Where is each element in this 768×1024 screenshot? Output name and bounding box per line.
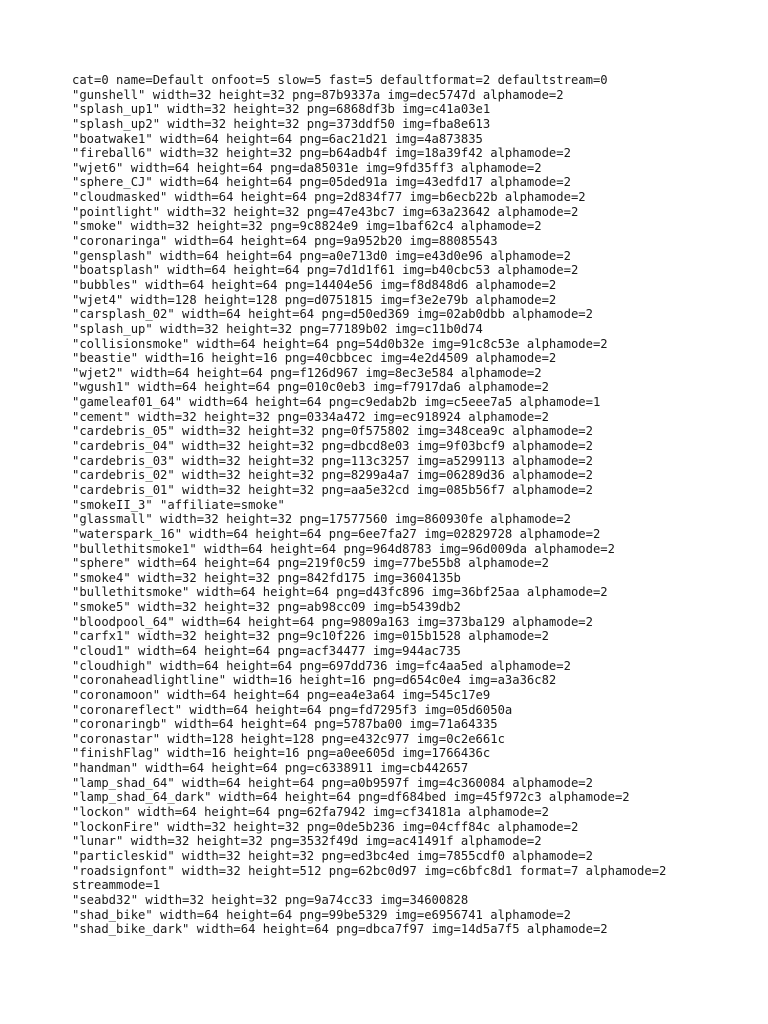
text-line: "cardebris_05" width=32 height=32 png=0f575802 img=348cea9c alphamode=2: [72, 424, 593, 439]
text-line: cat=0 name=Default onfoot=5 slow=5 fast=5 defaultformat=2 defaultstream=0: [72, 73, 608, 87]
text-line: "particleskid" width=32 height=32 png=ed3bc4ed img=7855cdf0 alphamode=2: [72, 848, 593, 863]
text-line: "bubbles" width=64 height=64 png=14404e56 img=f8d848d6 alphamode=2: [72, 277, 557, 292]
text-line: "coronaheadlightline" width=16 height=16 png=d654c0e4 img=a3a36c82: [72, 673, 557, 688]
text-line: "boatsplash" width=64 height=64 png=7d1d1f61 img=b40cbc53 alphamode=2: [72, 263, 579, 278]
text-line: "collisionsmoke" width=64 height=64 png=54d0b32e img=91c8c53e alphamode=2: [72, 336, 608, 351]
text-line: "fireball6" width=32 height=32 png=b64adb4f img=18a39f42 alphamode=2: [72, 146, 571, 161]
text-line: "boatwake1" width=64 height=64 png=6ac21d21 img=4a873835: [72, 131, 483, 146]
text-line: "cloud1" width=64 height=64 png=acf34477 img=944ac735: [72, 643, 461, 658]
text-line: "cardebris_01" width=32 height=32 png=aa5e32cd img=085b56f7 alphamode=2: [72, 482, 593, 497]
text-line: "finishFlag" width=16 height=16 png=a0ee605d img=1766436c: [72, 746, 491, 761]
text-line: "lockonFire" width=32 height=32 png=0de5b236 img=04cff84c alphamode=2: [72, 819, 579, 834]
text-line: "wjet6" width=64 height=64 png=da85031e img=9fd35ff3 alphamode=2: [72, 160, 542, 175]
text-line: "sphere" width=64 height=64 png=219f0c59 img=77be55b8 alphamode=2: [72, 556, 549, 571]
text-line: "lamp_shad_64" width=64 height=64 png=a0b9597f img=4c360084 alphamode=2: [72, 775, 593, 790]
text-line: "shad_bike_dark" width=64 height=64 png=dbca7f97 img=14d5a7f5 alphamode=2: [72, 922, 608, 937]
text-line: "beastie" width=16 height=16 png=40cbbcec img=4e2d4509 alphamode=2: [72, 351, 557, 366]
text-line: "seabd32" width=32 height=32 png=9a74cc33 img=34600828: [72, 892, 469, 907]
text-line: "wjet4" width=128 height=128 png=d0751815 img=f3e2e79b alphamode=2: [72, 292, 557, 307]
text-line: "cardebris_02" width=32 height=32 png=8299a4a7 img=06289d36 alphamode=2: [72, 468, 593, 483]
text-line: "coronaringb" width=64 height=64 png=5787ba00 img=71a64335: [72, 717, 498, 732]
text-line: "sphere_CJ" width=64 height=64 png=05ded91a img=43edfd17 alphamode=2: [72, 175, 571, 190]
text-line: "coronaringa" width=64 height=64 png=9a952b20 img=88085543: [72, 234, 498, 249]
text-line: "roadsignfont" width=32 height=512 png=62bc0d97 img=c6bfc8d1 format=7 alphamode=2: [72, 863, 667, 878]
text-line: "coronastar" width=128 height=128 png=e432c977 img=0c2e661c: [72, 731, 505, 746]
text-line: "shad_bike" width=64 height=64 png=99be5329 img=e6956741 alphamode=2: [72, 907, 571, 922]
text-line: "waterspark_16" width=64 height=64 png=6ee7fa27 img=02829728 alphamode=2: [72, 526, 601, 541]
text-line: "carsplash_02" width=64 height=64 png=d50ed369 img=02ab0dbb alphamode=2: [72, 307, 593, 322]
text-line: "lamp_shad_64_dark" width=64 height=64 png=df684bed img=45f972c3 alphamode=2: [72, 790, 630, 805]
text-line: streammode=1: [72, 878, 161, 893]
text-line: "coronareflect" width=64 height=64 png=fd7295f3 img=05d6050a: [72, 702, 513, 717]
text-line: "cement" width=32 height=32 png=0334a472 img=ec918924 alphamode=2: [72, 409, 549, 424]
text-line: "cloudhigh" width=64 height=64 png=697dd736 img=fc4aa5ed alphamode=2: [72, 658, 571, 673]
text-line: "cloudmasked" width=64 height=64 png=2d834f77 img=b6ecb22b alphamode=2: [72, 190, 586, 205]
text-line: "gameleaf01_64" width=64 height=64 png=c9edab2b img=c5eee7a5 alphamode=1: [72, 395, 601, 410]
document-text: [72, 73, 752, 937]
text-line: "gunshell" width=32 height=32 png=87b9337a img=dec5747d alphamode=2: [72, 87, 564, 102]
text-line: "wgush1" width=64 height=64 png=010c0eb3 img=f7917da6 alphamode=2: [72, 380, 549, 395]
text-line: "bullethitsmoke1" width=64 height=64 png=964d8783 img=96d009da alphamode=2: [72, 541, 615, 556]
text-line: "lockon" width=64 height=64 png=62fa7942 img=cf34181a alphamode=2: [72, 805, 549, 820]
text-line: "carfx1" width=32 height=32 png=9c10f226 img=015b1528 alphamode=2: [72, 629, 549, 644]
text-line: "splash_up" width=32 height=32 png=77189b02 img=c11b0d74: [72, 321, 483, 336]
text-line: "cardebris_03" width=32 height=32 png=113c3257 img=a5299113 alphamode=2: [72, 453, 593, 468]
text-line: "pointlight" width=32 height=32 png=47e43bc7 img=63a23642 alphamode=2: [72, 204, 579, 219]
text-line: "bloodpool_64" width=64 height=64 png=9809a163 img=373ba129 alphamode=2: [72, 614, 593, 629]
text-line: "smoke" width=32 height=32 png=9c8824e9 img=1baf62c4 alphamode=2: [72, 219, 542, 234]
text-line: "coronamoon" width=64 height=64 png=ea4e3a64 img=545c17e9: [72, 687, 491, 702]
text-line: "splash_up2" width=32 height=32 png=373ddf50 img=fba8e613: [72, 116, 491, 131]
text-line: "wjet2" width=64 height=64 png=f126d967 img=8ec3e584 alphamode=2: [72, 365, 542, 380]
text-line: "smoke4" width=32 height=32 png=842fd175 img=3604135b: [72, 570, 461, 585]
text-line: "handman" width=64 height=64 png=c6338911 img=cb442657: [72, 761, 469, 776]
text-line: "glassmall" width=32 height=32 png=17577560 img=860930fe alphamode=2: [72, 512, 571, 527]
text-line: "cardebris_04" width=32 height=32 png=dbcd8e03 img=9f03bcf9 alphamode=2: [72, 439, 593, 454]
text-line: "smoke5" width=32 height=32 png=ab98cc09 img=b5439db2: [72, 600, 461, 615]
text-line: "splash_up1" width=32 height=32 png=6868df3b img=c41a03e1: [72, 102, 491, 117]
text-line: "lunar" width=32 height=32 png=3532f49d img=ac41491f alphamode=2: [72, 834, 542, 849]
text-line: "bullethitsmoke" width=64 height=64 png=d43fc896 img=36bf25aa alphamode=2: [72, 585, 608, 600]
text-line: "smokeII_3" "affiliate=smoke": [72, 497, 285, 512]
text-line: "gensplash" width=64 height=64 png=a0e713d0 img=e43d0e96 alphamode=2: [72, 248, 571, 263]
